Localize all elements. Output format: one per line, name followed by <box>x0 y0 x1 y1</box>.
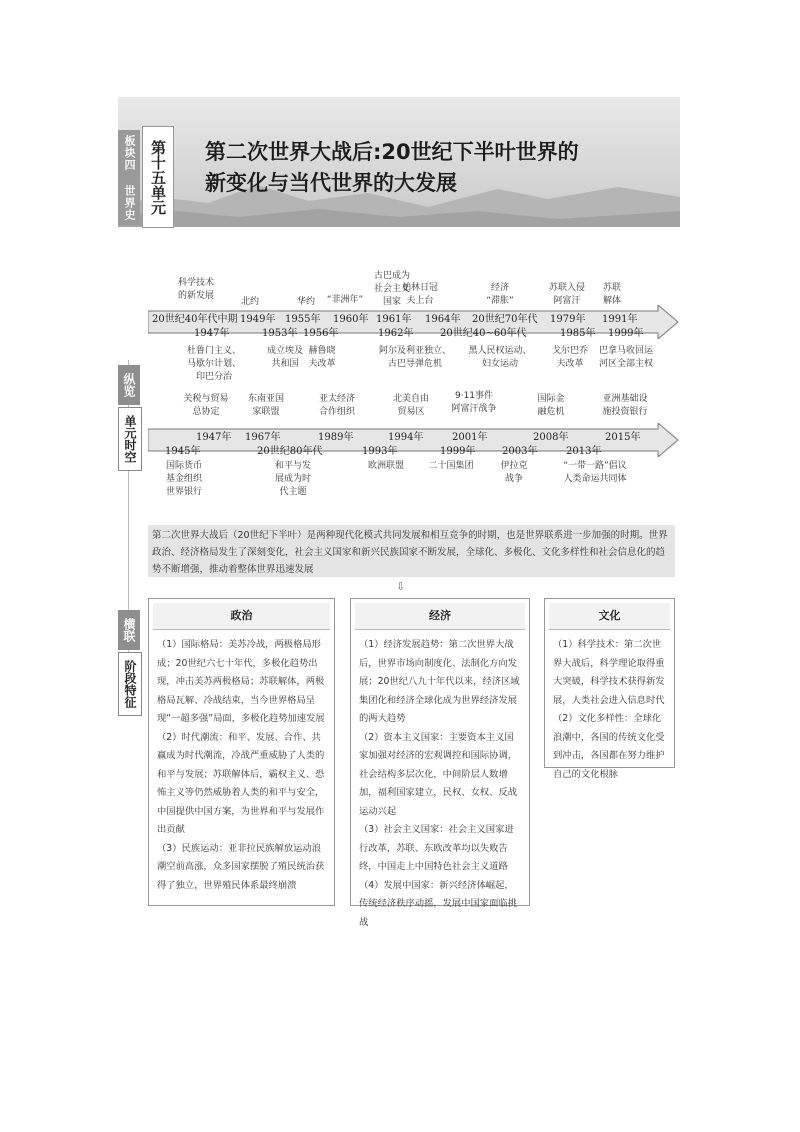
timeline-event: 国际货币 基金组织 世界银行 <box>165 461 203 497</box>
timeline-event: 北约 <box>240 297 260 307</box>
summary-box: 第二次世界大战后（20世纪下半叶）是两种现代化模式共同发展和相互竞争的时期，也是世界联系进一步加强的时期。世界政治、经济格局发生了深刻变化，社会主义国家和新兴民族国家不断发展，全球化、多极化、文化多样性和社会信息化的趋势不断增强，推动着整体世界迅速发展 <box>148 525 675 577</box>
timeline-event: 阿尔及利亚独立、 古巴导弹危机 <box>378 346 452 369</box>
timeline-event: “一带一路”倡议 人类命运共同体 <box>563 461 627 484</box>
timeline-tick: 1994年 <box>388 432 424 443</box>
cross-label: 横联 <box>118 610 140 650</box>
down-arrow-icon: ⇩ <box>396 580 406 593</box>
column-paragraph: （3）民族运动：亚非拉民族解放运动浪潮空前高涨，众多国家摆脱了殖民统治获得了独立，世界殖民体系最终崩溃 <box>157 842 325 891</box>
timeline-event: 苏联 解体 <box>602 283 622 306</box>
timeline-tick: 1967年 <box>245 432 281 443</box>
timeline-event: 二十国集团 <box>428 461 474 471</box>
column-paragraph: （2）文化多样性：全球化浪潮中，各国的传统文化受到冲击，各国都在努力维护自己的文化根脉 <box>553 713 665 780</box>
timeline-event: 东南亚国 家联盟 <box>247 394 285 417</box>
column-body <box>351 630 529 938</box>
timeline-event: “非洲年” <box>326 295 364 305</box>
column-paragraph: （1）经济发展趋势：第二次世界大战后，世界市场向制度化、法制化方向发展；20世纪八九十年代以来，经济区域集团化和经济全球化成为世界经济发展的两大趋势 <box>359 639 520 724</box>
timeline-event: 古巴成为 社会主义 国家 <box>373 271 411 307</box>
page-title <box>205 137 665 199</box>
timeline-event: 亚太经济 合作组织 <box>318 394 356 417</box>
timeline-event: 华约 <box>296 297 316 307</box>
timeline-tick: 2015年 <box>605 432 641 443</box>
column-body <box>149 630 334 901</box>
timeline-tick: 20世纪40年代中期 <box>152 314 238 325</box>
timeline-tick: 1961年 <box>376 314 412 325</box>
timeline-event: 成立埃及 共和国 <box>266 346 304 369</box>
timeline-event: 经济 “滞胀” <box>486 283 514 306</box>
economy-column <box>350 598 530 928</box>
timeline-event: 亚洲基础设 施投资银行 <box>602 394 648 417</box>
timeline-tick: 20世纪40~60年代 <box>440 328 527 339</box>
column-paragraph: （3）社会主义国家：社会主义国家进行改革，苏联、东欧改革均以失败告终，中国走上中国特色社会主义道路 <box>359 824 514 872</box>
timeline-event: 国际金 融危机 <box>537 394 565 417</box>
column-paragraph: （2）资本主义国家：主要资本主义国家加强对经济的宏观调控和国际协调，社会结构多层次化，中间阶层人数增加，福利国家建立，民权、女权、反战运动兴起 <box>359 731 518 817</box>
unit-time-space-label: 单元时空 <box>118 407 142 471</box>
timeline-event: 赫鲁晓 夫改革 <box>308 346 336 369</box>
overview-label: 纵览 <box>118 365 140 405</box>
column-body <box>545 630 674 790</box>
politics-column <box>148 598 335 906</box>
culture-column <box>544 598 675 780</box>
timeline-tick: 1985年 <box>560 328 596 339</box>
timeline-tick: 1999年 <box>608 328 644 339</box>
timeline-event: 欧洲联盟 <box>367 461 405 471</box>
timeline-event: 杜鲁门主义、 马歇尔计划、 印巴分治 <box>186 346 242 382</box>
column-paragraph: （1）国际格局：美苏冷战，两极格局形成；20世纪六七十年代，多极化趋势出现，冲击美苏两极格局；苏联解体，两极格局瓦解、冷战结束，当今世界格局呈现“一超多强”局面，多极化趋势加速发展 <box>157 639 325 724</box>
timeline-event: 伊拉克 战争 <box>500 461 528 484</box>
timeline-tick: 2001年 <box>452 432 488 443</box>
timeline-tick: 2008年 <box>533 432 569 443</box>
timeline-event: 苏联入侵 阿富汗 <box>548 283 586 306</box>
timeline-tick: 1962年 <box>378 328 414 339</box>
timeline-tick: 1949年 <box>240 314 276 325</box>
unit-tab: 第十五单元 <box>142 126 174 228</box>
timeline-tick: 1991年 <box>602 314 638 325</box>
timeline-event: 9·11事件 阿富汗战争 <box>451 391 497 414</box>
timeline-tick: 1960年 <box>333 314 369 325</box>
title-line-1: 第二次世界大战后:20世纪下半叶世界的 <box>205 140 579 164</box>
title-line-2: 新变化与当代世界的大发展 <box>205 171 457 195</box>
column-title: 文化 <box>549 603 670 630</box>
timeline-tick: 1947年 <box>194 328 230 339</box>
timeline-event: 关税与贸易 总协定 <box>183 394 229 417</box>
timeline-tick: 1964年 <box>425 314 461 325</box>
timeline-tick: 1979年 <box>550 314 586 325</box>
timeline-event: 柏林日冠 夫上台 <box>401 283 439 306</box>
timeline-tick: 2013年 <box>566 446 602 457</box>
stage-feature-label: 阶段特征 <box>118 652 142 716</box>
column-paragraph: （2）时代潮流：和平、发展、合作、共赢成为时代潮流，冷战严重威胁了人类的和平与发展；苏联解体后，霸权主义、恐怖主义等仍然威胁着人类的和平与安全，中国提供中国方案，为世界和平与发展作出贡献 <box>157 731 325 835</box>
timeline-event: 黑人民权运动、 妇女运动 <box>468 346 532 369</box>
timeline-event: 北美自由 贸易区 <box>392 394 430 417</box>
timeline-event: 科学技术 的新发展 <box>177 278 215 301</box>
timeline-event: 和平与发 展成为时 代主题 <box>274 461 312 497</box>
timeline-event: 戈尔巴乔 夫改革 <box>551 346 589 369</box>
timeline-tick: 20世纪70年代 <box>472 314 538 325</box>
timeline-tick: 1989年 <box>318 432 354 443</box>
timeline-tick: 2003年 <box>502 446 538 457</box>
timeline-tick: 1956年 <box>303 328 339 339</box>
board-tab: 板块四 世界史 <box>118 130 140 225</box>
timeline-tick: 1999年 <box>440 446 476 457</box>
timeline-event: 巴拿马收回运 河区全部主权 <box>598 346 654 369</box>
timeline-tick: 1953年 <box>262 328 298 339</box>
timeline-tick: 1947年 <box>196 432 232 443</box>
column-paragraph: （4）发展中国家：新兴经济体崛起，传统经济秩序动摇，发展中国家面临挑战 <box>359 879 518 928</box>
timeline-tick: 20世纪80年代 <box>257 446 323 457</box>
timeline-tick: 1993年 <box>362 446 398 457</box>
column-paragraph: （1）科学技术：第二次世界大战后，科学理论取得重大突破，科学技术获得新发展，人类社会进入信息时代 <box>553 639 665 706</box>
column-title: 经济 <box>355 603 525 630</box>
timeline-tick: 1955年 <box>285 314 321 325</box>
timeline-tick: 1945年 <box>165 446 201 457</box>
column-title: 政治 <box>153 603 330 630</box>
